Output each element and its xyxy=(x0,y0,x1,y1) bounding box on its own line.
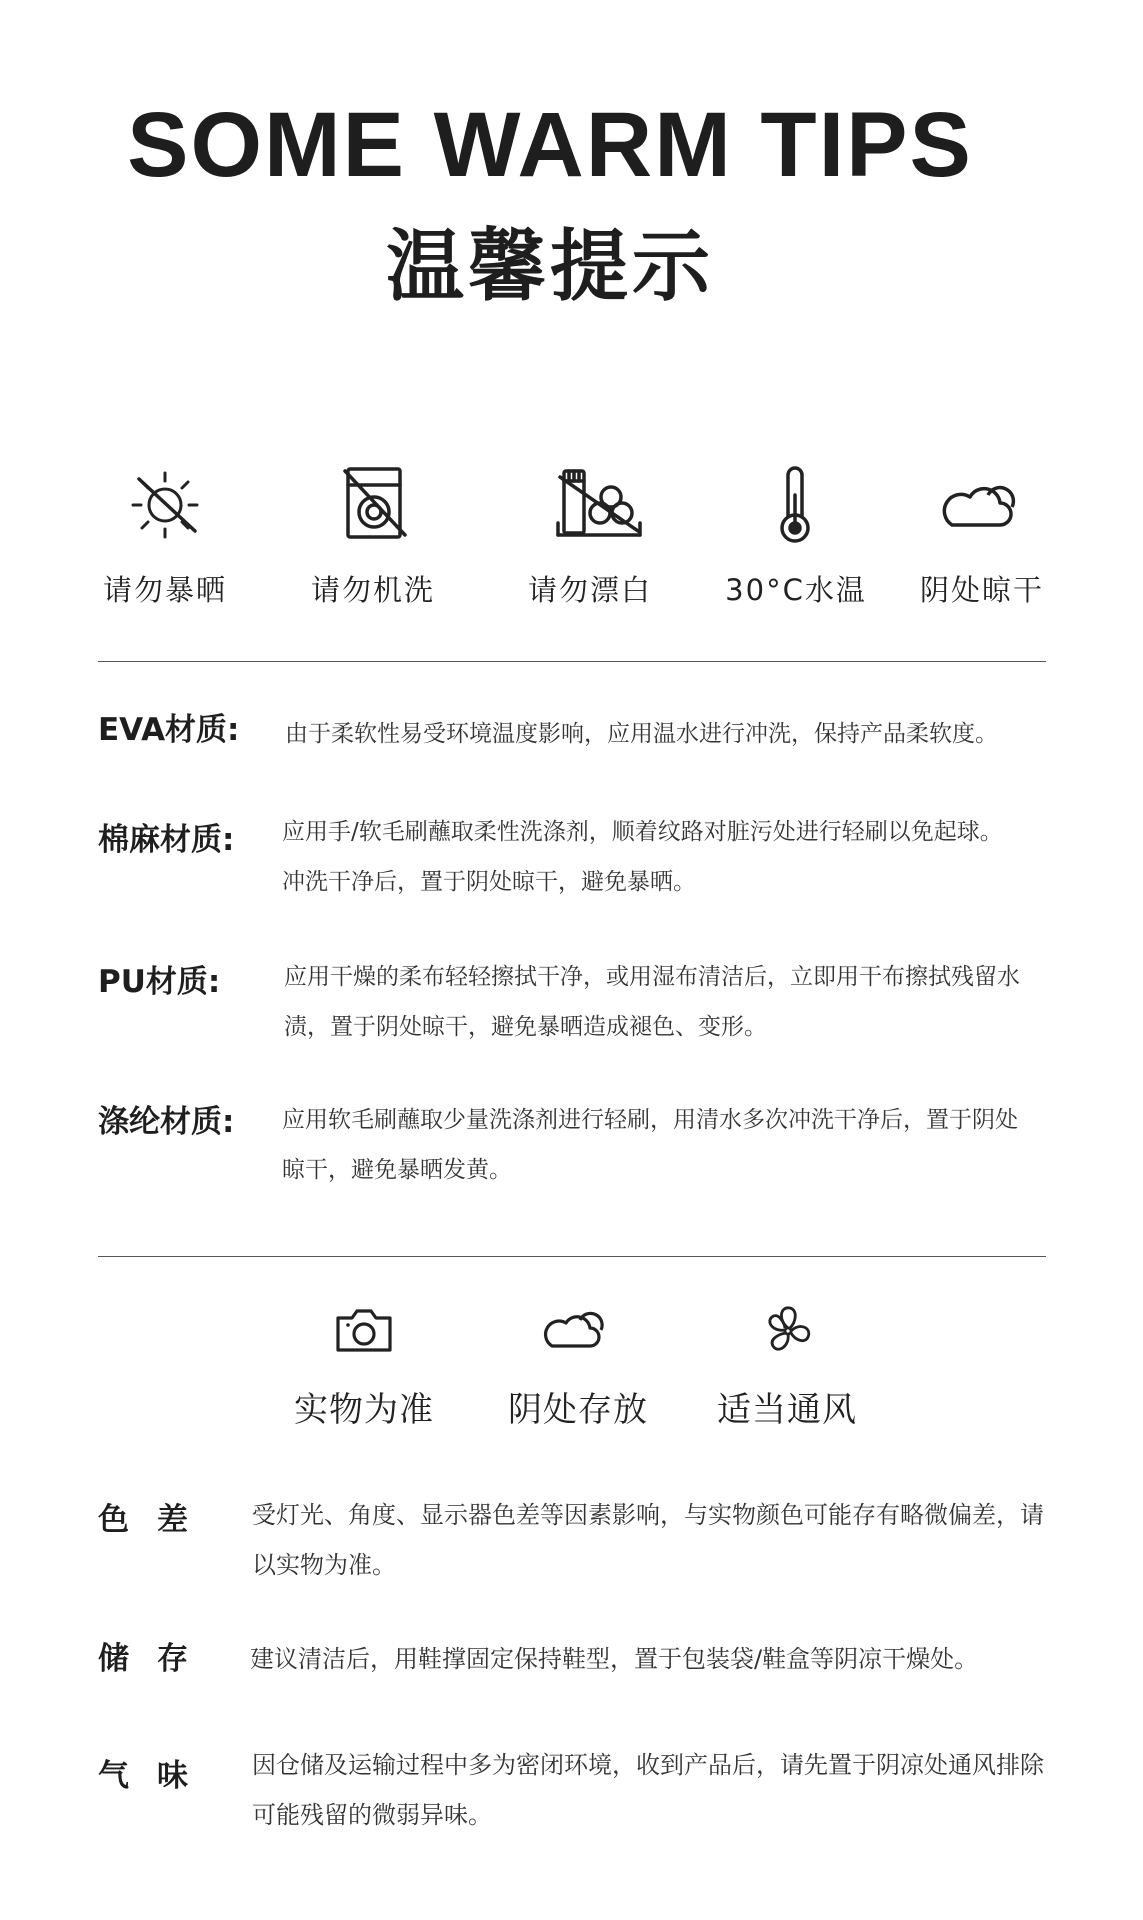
tip-label-actual-product: 实物为准 xyxy=(294,1390,434,1430)
material-desc-line: 冲洗干净后，置于阴处晾干，避免暴晒。 xyxy=(282,869,696,895)
care-label-no-machine-wash: 请勿机洗 xyxy=(310,573,435,607)
note-desc-line: 受灯光、角度、显示器色差等因素影响，与实物颜色可能存有略微偏差，请 xyxy=(252,1501,1044,1529)
material-name-cotton-linen: 棉麻材质: xyxy=(98,822,235,858)
no-sun-icon xyxy=(115,465,215,545)
material-desc-line: 由于柔软性易受环境温度影响，应用温水进行冲洗，保持产品柔软度。 xyxy=(285,721,998,747)
care-label-no-sun: 请勿暴晒 xyxy=(102,573,227,607)
tip-label-shade-storage: 阴处存放 xyxy=(508,1390,648,1430)
camera-icon xyxy=(326,1300,402,1360)
note-desc-line: 建议清洁后，用鞋撑固定保持鞋型，置于包装袋/鞋盒等阴凉干燥处。 xyxy=(250,1645,979,1673)
divider xyxy=(98,1256,1046,1257)
note-desc-odor xyxy=(252,1740,1062,1840)
note-desc-line: 以实物为准。 xyxy=(252,1551,396,1579)
material-desc-pu xyxy=(284,952,1044,1052)
no-bleach-icon xyxy=(550,465,650,545)
material-desc-line: 应用手/软毛刷蘸取柔性洗涤剂，顺着纹路对脏污处进行轻刷以免起球。 xyxy=(282,819,1003,845)
care-label-shade-dry: 阴处晾干 xyxy=(919,573,1044,607)
cloud-icon xyxy=(540,1300,616,1360)
care-label-no-bleach: 请勿漂白 xyxy=(527,573,652,607)
note-desc-line: 可能残留的微弱异味。 xyxy=(252,1801,492,1829)
no-machine-wash-icon xyxy=(323,465,423,545)
note-desc-line: 因仓储及运输过程中多为密闭环境，收到产品后，请先置于阴凉处通风排除 xyxy=(252,1751,1044,1779)
cloud-icon xyxy=(930,465,1030,545)
material-desc-polyester xyxy=(282,1095,1042,1195)
note-name-odor: 气味 xyxy=(98,1758,216,1794)
fan-icon xyxy=(750,1300,826,1360)
care-label-water-temp: 30°C水温 xyxy=(725,573,867,607)
thermometer-icon xyxy=(745,465,845,545)
note-name-color-difference: 色差 xyxy=(98,1502,216,1538)
material-desc-line: 渍，置于阴处晾干，避免暴晒造成褪色、变形。 xyxy=(284,1014,767,1040)
material-name-pu: PU材质: xyxy=(98,964,221,1000)
page-title-cn: 温馨提示 xyxy=(385,222,714,312)
material-desc-line: 应用干燥的柔布轻轻擦拭干净，或用湿布清洁后，立即用干布擦拭残留水 xyxy=(284,964,1020,990)
material-name-eva: EVA材质: xyxy=(98,712,240,748)
material-desc-line: 晾干，避免暴晒发黄。 xyxy=(282,1157,512,1183)
note-name-storage: 储存 xyxy=(98,1641,216,1677)
material-desc-eva xyxy=(285,709,1045,759)
page-title-en: SOME WARM TIPS xyxy=(127,94,973,196)
material-desc-cotton-linen xyxy=(282,807,1042,907)
tip-label-ventilation: 适当通风 xyxy=(717,1390,857,1430)
material-name-polyester: 涤纶材质: xyxy=(98,1104,235,1140)
divider xyxy=(98,661,1046,662)
note-desc-storage xyxy=(250,1634,1060,1684)
material-desc-line: 应用软毛刷蘸取少量洗涤剂进行轻刷，用清水多次冲洗干净后，置于阴处 xyxy=(282,1107,1018,1133)
note-desc-color-difference xyxy=(252,1490,1062,1590)
